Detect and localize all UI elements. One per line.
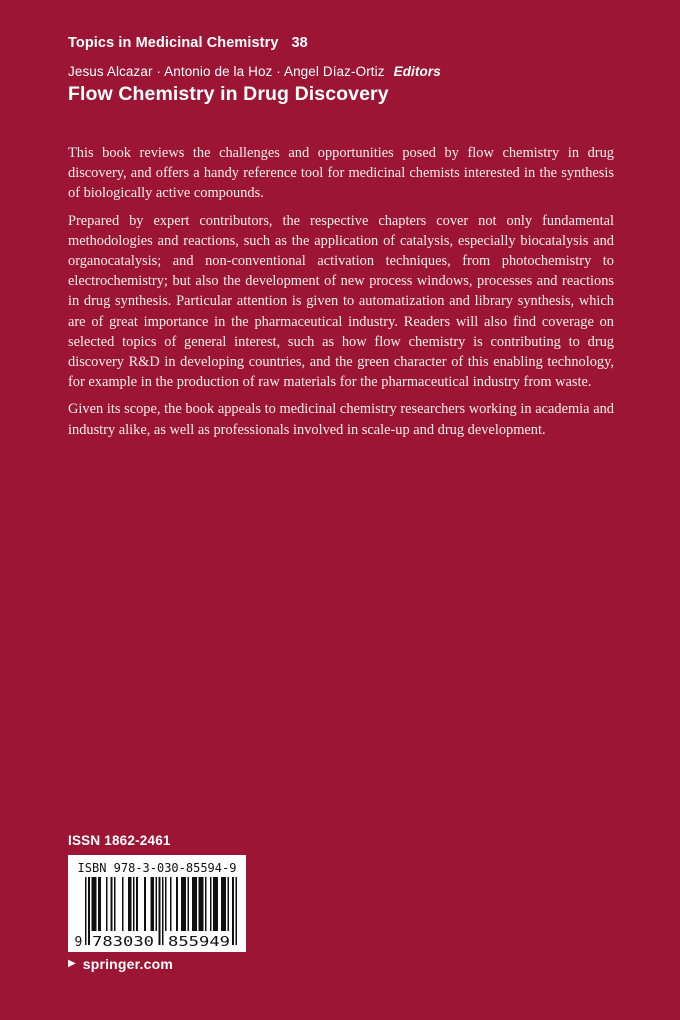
blurb-paragraph-1: This book reviews the challenges and opportunities posed by flow chemistry in drug discovery, and offers a handy reference tool for medicinal chemists interested in the synthesis of biologically active compounds.	[68, 145, 614, 202]
svg-text:855949: 855949	[168, 935, 230, 949]
blurb-paragraph-3: Given its scope, the book appeals to medicinal chemistry researchers working in academia and industry alike, as well as professionals involved in scale-up and drug development.	[68, 401, 614, 438]
arrow-right-icon: ▶	[68, 958, 76, 969]
authors-line	[68, 64, 441, 79]
publisher-url: springer.com	[82, 956, 174, 972]
book-title: Flow Chemistry in Drug Discovery	[68, 83, 389, 105]
isbn-barcode-box	[68, 855, 246, 952]
blurb-text	[68, 143, 614, 447]
series-line	[68, 35, 308, 51]
publisher-line	[68, 956, 173, 972]
isbn-label: ISBN 978-3-030-85594-9	[77, 861, 237, 875]
ean13-barcode-icon	[74, 877, 240, 949]
svg-text:9: 9	[74, 935, 83, 949]
series-title: Topics in Medicinal Chemistry	[68, 35, 279, 51]
author-names: Jesus Alcazar · Antonio de la Hoz · Angel Díaz-Ortiz	[68, 64, 385, 79]
svg-text:783030: 783030	[92, 935, 154, 949]
editors-label: Editors	[393, 64, 441, 79]
issn-label: ISSN 1862-2461	[68, 833, 171, 848]
series-volume: 38	[291, 35, 308, 51]
blurb-paragraph-2: Prepared by expert contributors, the respective chapters cover not only fundamental methodologies and reactions, such as the application of catalysis, especially biocatalysis and organocatalysis; and non-conventional activation techniques, from photochemistry to electrochemistry; but also the development of new process windows, processes and reactions in drug synthesis. Particular attention is given to automatization and library synthesis, which are of great importance in the pharmaceutical industry. Readers will also find coverage on selected topics of general interest, such as how flow chemistry is contributing to drug discovery R&D in developing countries, and the green character of this enabling technology, for example in the production of raw materials for the pharmaceutical industry from waste.	[68, 212, 614, 391]
